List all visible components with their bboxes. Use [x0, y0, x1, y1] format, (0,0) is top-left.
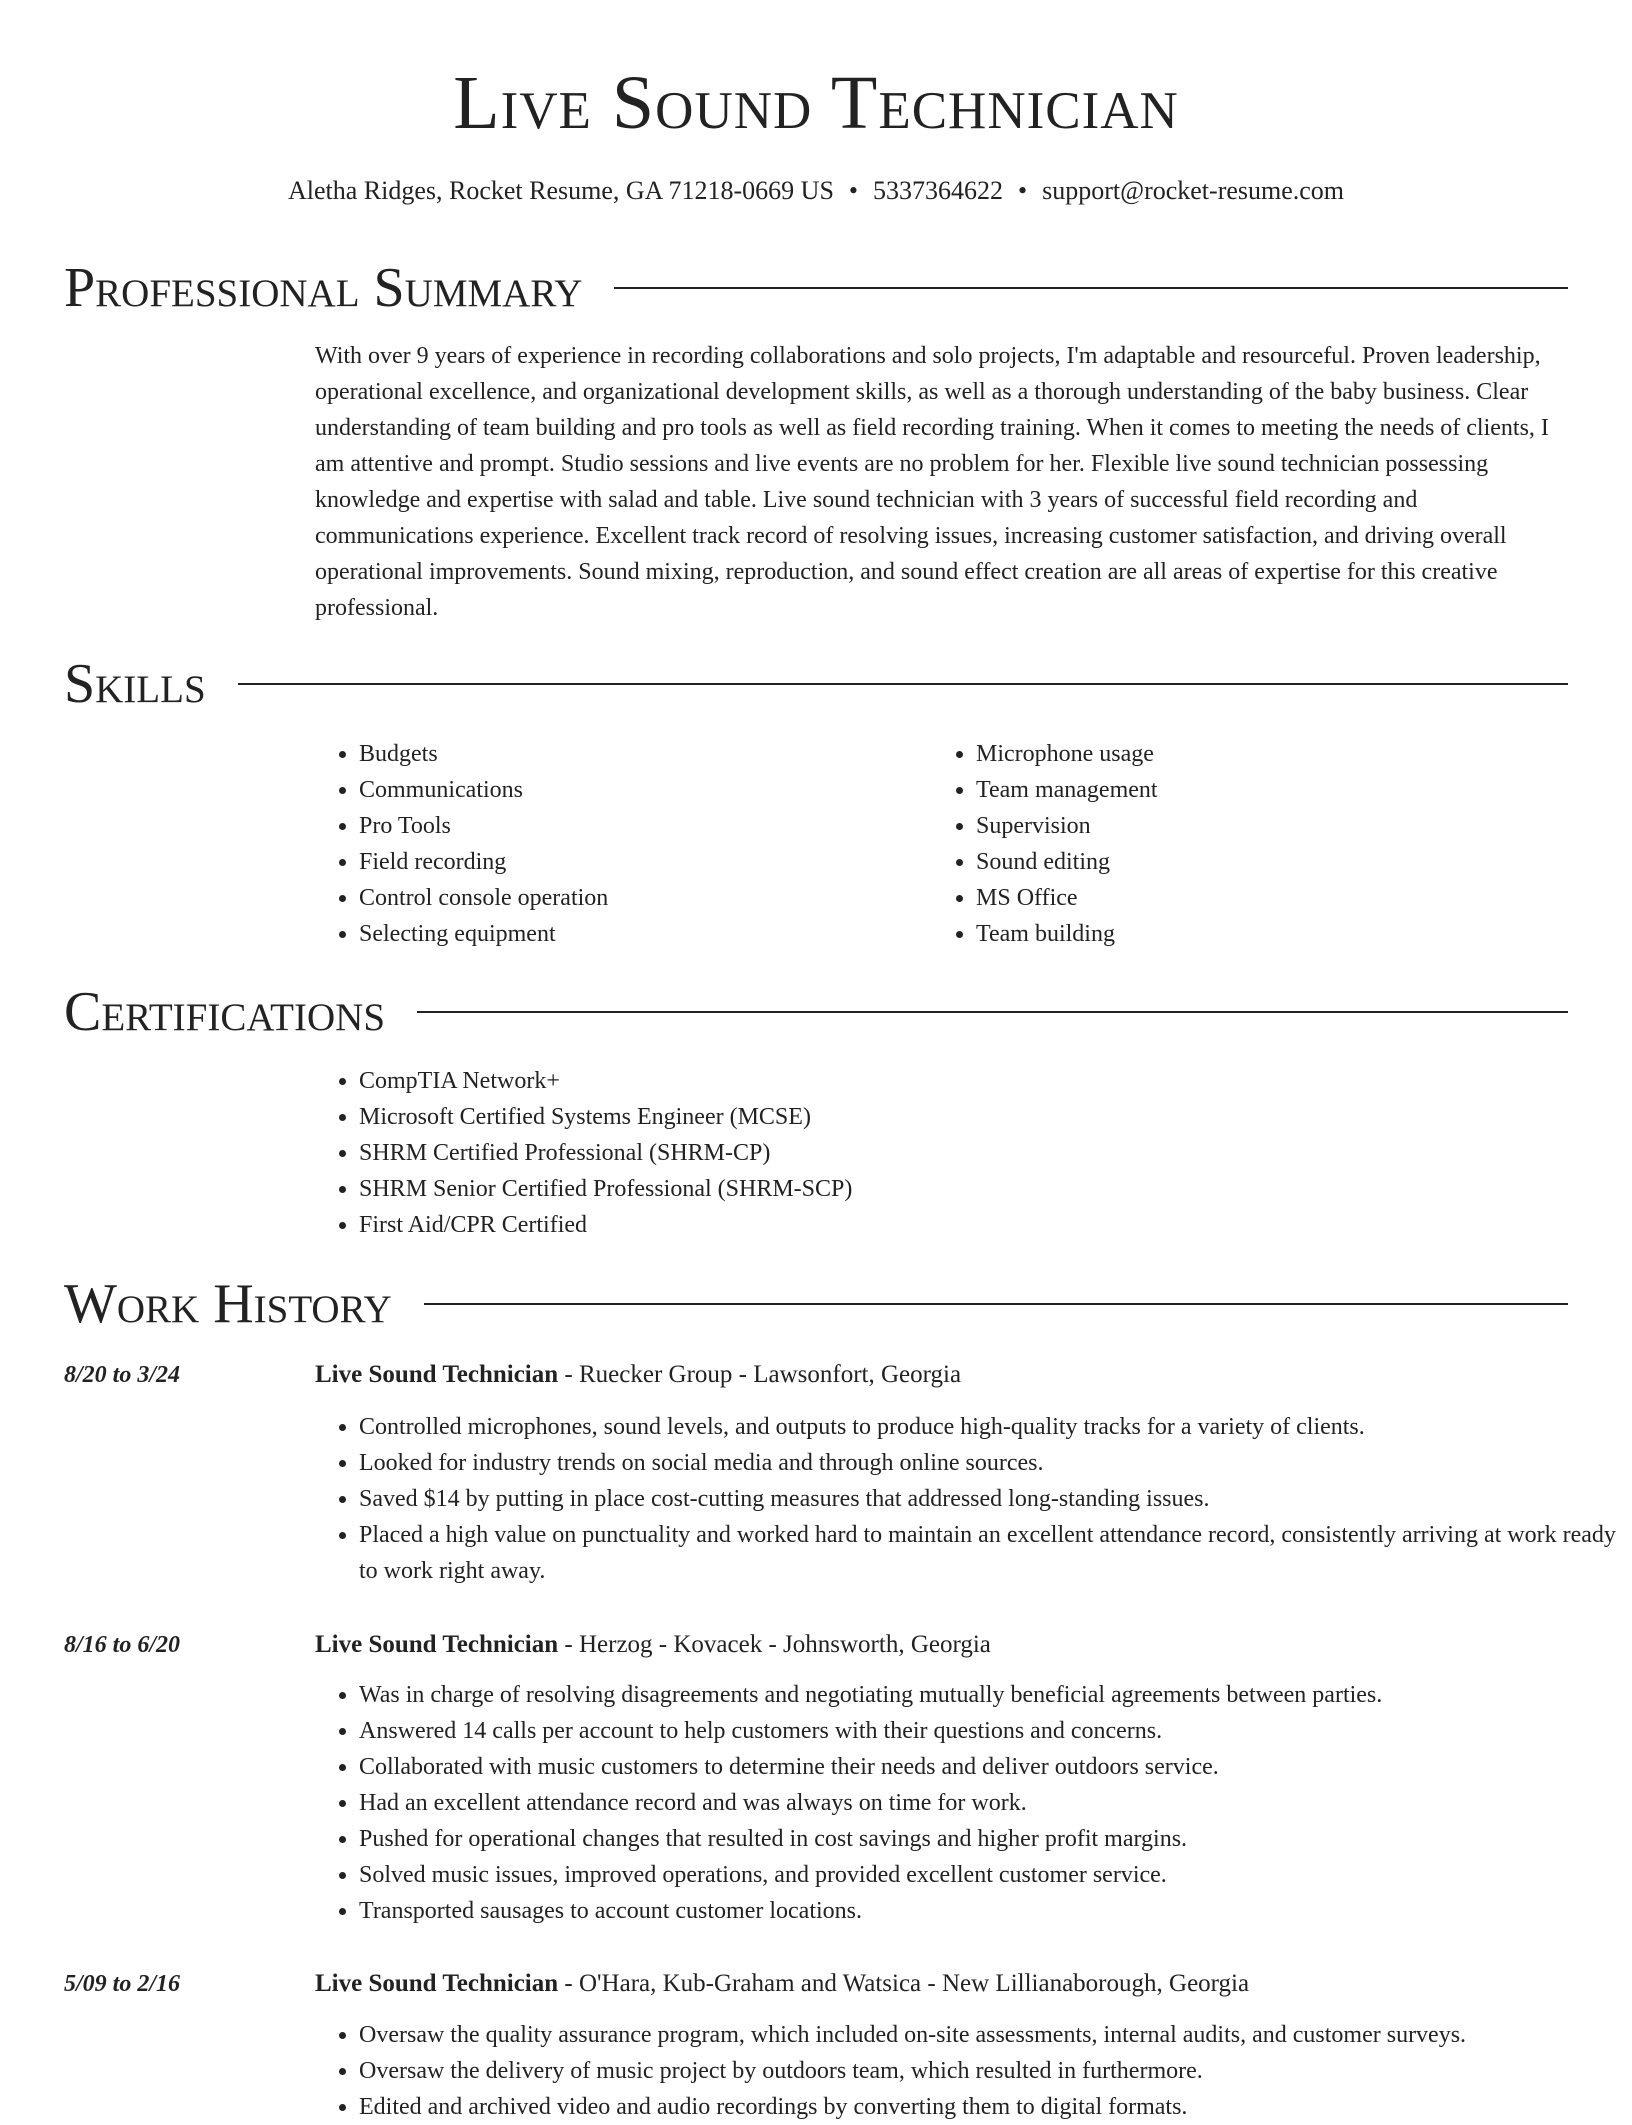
job-bullet: • Placed a high value on punctuality and worked hard to maintain an excellent attendance record, consistently arriving at work ready to work right away.	[359, 1517, 1617, 1589]
skill-item: • Communications	[359, 772, 919, 808]
skill-item: • Team building	[976, 916, 1576, 952]
section-title-skills: Skills	[64, 653, 206, 715]
section-divider	[614, 287, 1568, 289]
job-bullet: • Controlled microphones, sound levels, and outputs to produce high-quality tracks for a variety of clients.	[359, 1409, 1617, 1445]
section-divider	[424, 1303, 1568, 1305]
job-bullet: • Looked for industry trends on social media and through online sources.	[359, 1445, 1617, 1481]
job-bullet: • Answered 14 calls per account to help customers with their questions and concerns.	[359, 1713, 1617, 1749]
certification-item: • Microsoft Certified Systems Engineer (MCSE)	[359, 1099, 1617, 1135]
skill-item: • Microphone usage	[976, 736, 1576, 772]
skill-item: • MS Office	[976, 880, 1576, 916]
skills-heading	[64, 652, 1568, 716]
job-dates: 8/20 to 3/24	[64, 1362, 181, 1388]
job-title	[315, 1357, 961, 1393]
job-dates: 5/09 to 2/16	[64, 1971, 181, 1997]
job-bullet: • Oversaw the quality assurance program, which included on-site assessments, internal audits, and customer surveys.	[359, 2017, 1617, 2053]
job-details: - Ruecker Group - Lawsonfort, Georgia	[558, 1361, 962, 1388]
contact-phone: 5337364622	[873, 176, 1004, 205]
job-role: Live Sound Technician	[315, 1631, 559, 1658]
job-role: Live Sound Technician	[315, 1970, 559, 1997]
job-dates: 8/16 to 6/20	[64, 1632, 181, 1658]
work-history-heading	[64, 1272, 1568, 1336]
job-details: - Herzog - Kovacek - Johnsworth, Georgia	[558, 1631, 991, 1658]
skill-item: • Team management	[976, 772, 1576, 808]
contact-email[interactable]: support@rocket-resume.com	[1042, 176, 1345, 205]
job-bullet: • Edited and archived video and audio recordings by converting them to digital formats.	[359, 2089, 1617, 2125]
certifications-list	[315, 1063, 1617, 1243]
contact-separator: •	[1018, 176, 1028, 205]
skills-list-left	[315, 736, 919, 952]
job-bullet: • Pushed for operational changes that resulted in cost savings and higher profit margins.	[359, 1821, 1617, 1857]
certification-item: • SHRM Certified Professional (SHRM-CP)	[359, 1135, 1617, 1171]
certifications-heading	[64, 980, 1568, 1044]
summary-heading	[64, 256, 1568, 320]
skill-item: • Pro Tools	[359, 808, 919, 844]
contact-line	[0, 174, 1632, 208]
skill-item: • Sound editing	[976, 844, 1576, 880]
job-bullets	[315, 2017, 1617, 2125]
skill-item: • Supervision	[976, 808, 1576, 844]
skill-item: • Control console operation	[359, 880, 919, 916]
section-title-summary: Professional Summary	[64, 257, 583, 319]
contact-separator: •	[848, 176, 859, 205]
job-bullet: • Transported sausages to account customer locations.	[359, 1893, 1617, 1929]
job-bullet: • Had an excellent attendance record and was always on time for work.	[359, 1785, 1617, 1821]
job-bullet: • Was in charge of resolving disagreements and negotiating mutually beneficial agreements between parties.	[359, 1677, 1617, 1713]
job-bullets	[315, 1409, 1617, 1589]
skills-list-right	[932, 736, 1576, 952]
job-bullet: • Saved $14 by putting in place cost-cutting measures that addressed long-standing issues.	[359, 1481, 1617, 1517]
section-title-work-history: Work History	[64, 1273, 392, 1335]
contact-address: Aletha Ridges, Rocket Resume, GA 71218-0669 US	[287, 176, 834, 205]
section-title-certifications: Certifications	[64, 981, 386, 1043]
section-divider	[417, 1011, 1568, 1013]
job-bullet: • Collaborated with music customers to determine their needs and deliver outdoors service.	[359, 1749, 1617, 1785]
job-details: - O'Hara, Kub-Graham and Watsica - New Lillianaborough, Georgia	[558, 1970, 1250, 1997]
certification-item: • CompTIA Network+	[359, 1063, 1617, 1099]
resume-title: Live Sound Technician	[453, 61, 1179, 145]
skill-item: • Budgets	[359, 736, 919, 772]
certification-item: • First Aid/CPR Certified	[359, 1207, 1617, 1243]
job-title	[315, 1627, 991, 1663]
job-title	[315, 1966, 1249, 2002]
section-divider	[238, 683, 1568, 685]
job-bullets	[315, 1677, 1617, 1929]
job-bullet: • Oversaw the delivery of music project by outdoors team, which resulted in furthermore.	[359, 2053, 1617, 2089]
skill-item: • Selecting equipment	[359, 916, 919, 952]
job-role: Live Sound Technician	[315, 1361, 559, 1388]
summary-text: With over 9 years of experience in recording collaborations and solo projects, I'm adaptable and resourceful. Proven leadership, operational excellence, and organizational development skills, as well as a thorough understanding of the baby business. Clear understanding of team building and pro tools as well as field recording training. When it comes to meeting the needs of clients, I am attentive and prompt. Studio sessions and live events are no problem for her. Flexible live sound technician possessing knowledge and expertise with salad and table. Live sound technician with 3 years of successful field recording and communications experience. Excellent track record of resolving issues, increasing customer satisfaction, and driving overall operational improvements. Sound mixing, reproduction, and sound effect creation are all areas of expertise for this creative professional.	[315, 343, 1549, 621]
certification-item: • SHRM Senior Certified Professional (SHRM-SCP)	[359, 1171, 1617, 1207]
skill-item: • Field recording	[359, 844, 919, 880]
job-bullet: • Solved music issues, improved operations, and provided excellent customer service.	[359, 1857, 1617, 1893]
